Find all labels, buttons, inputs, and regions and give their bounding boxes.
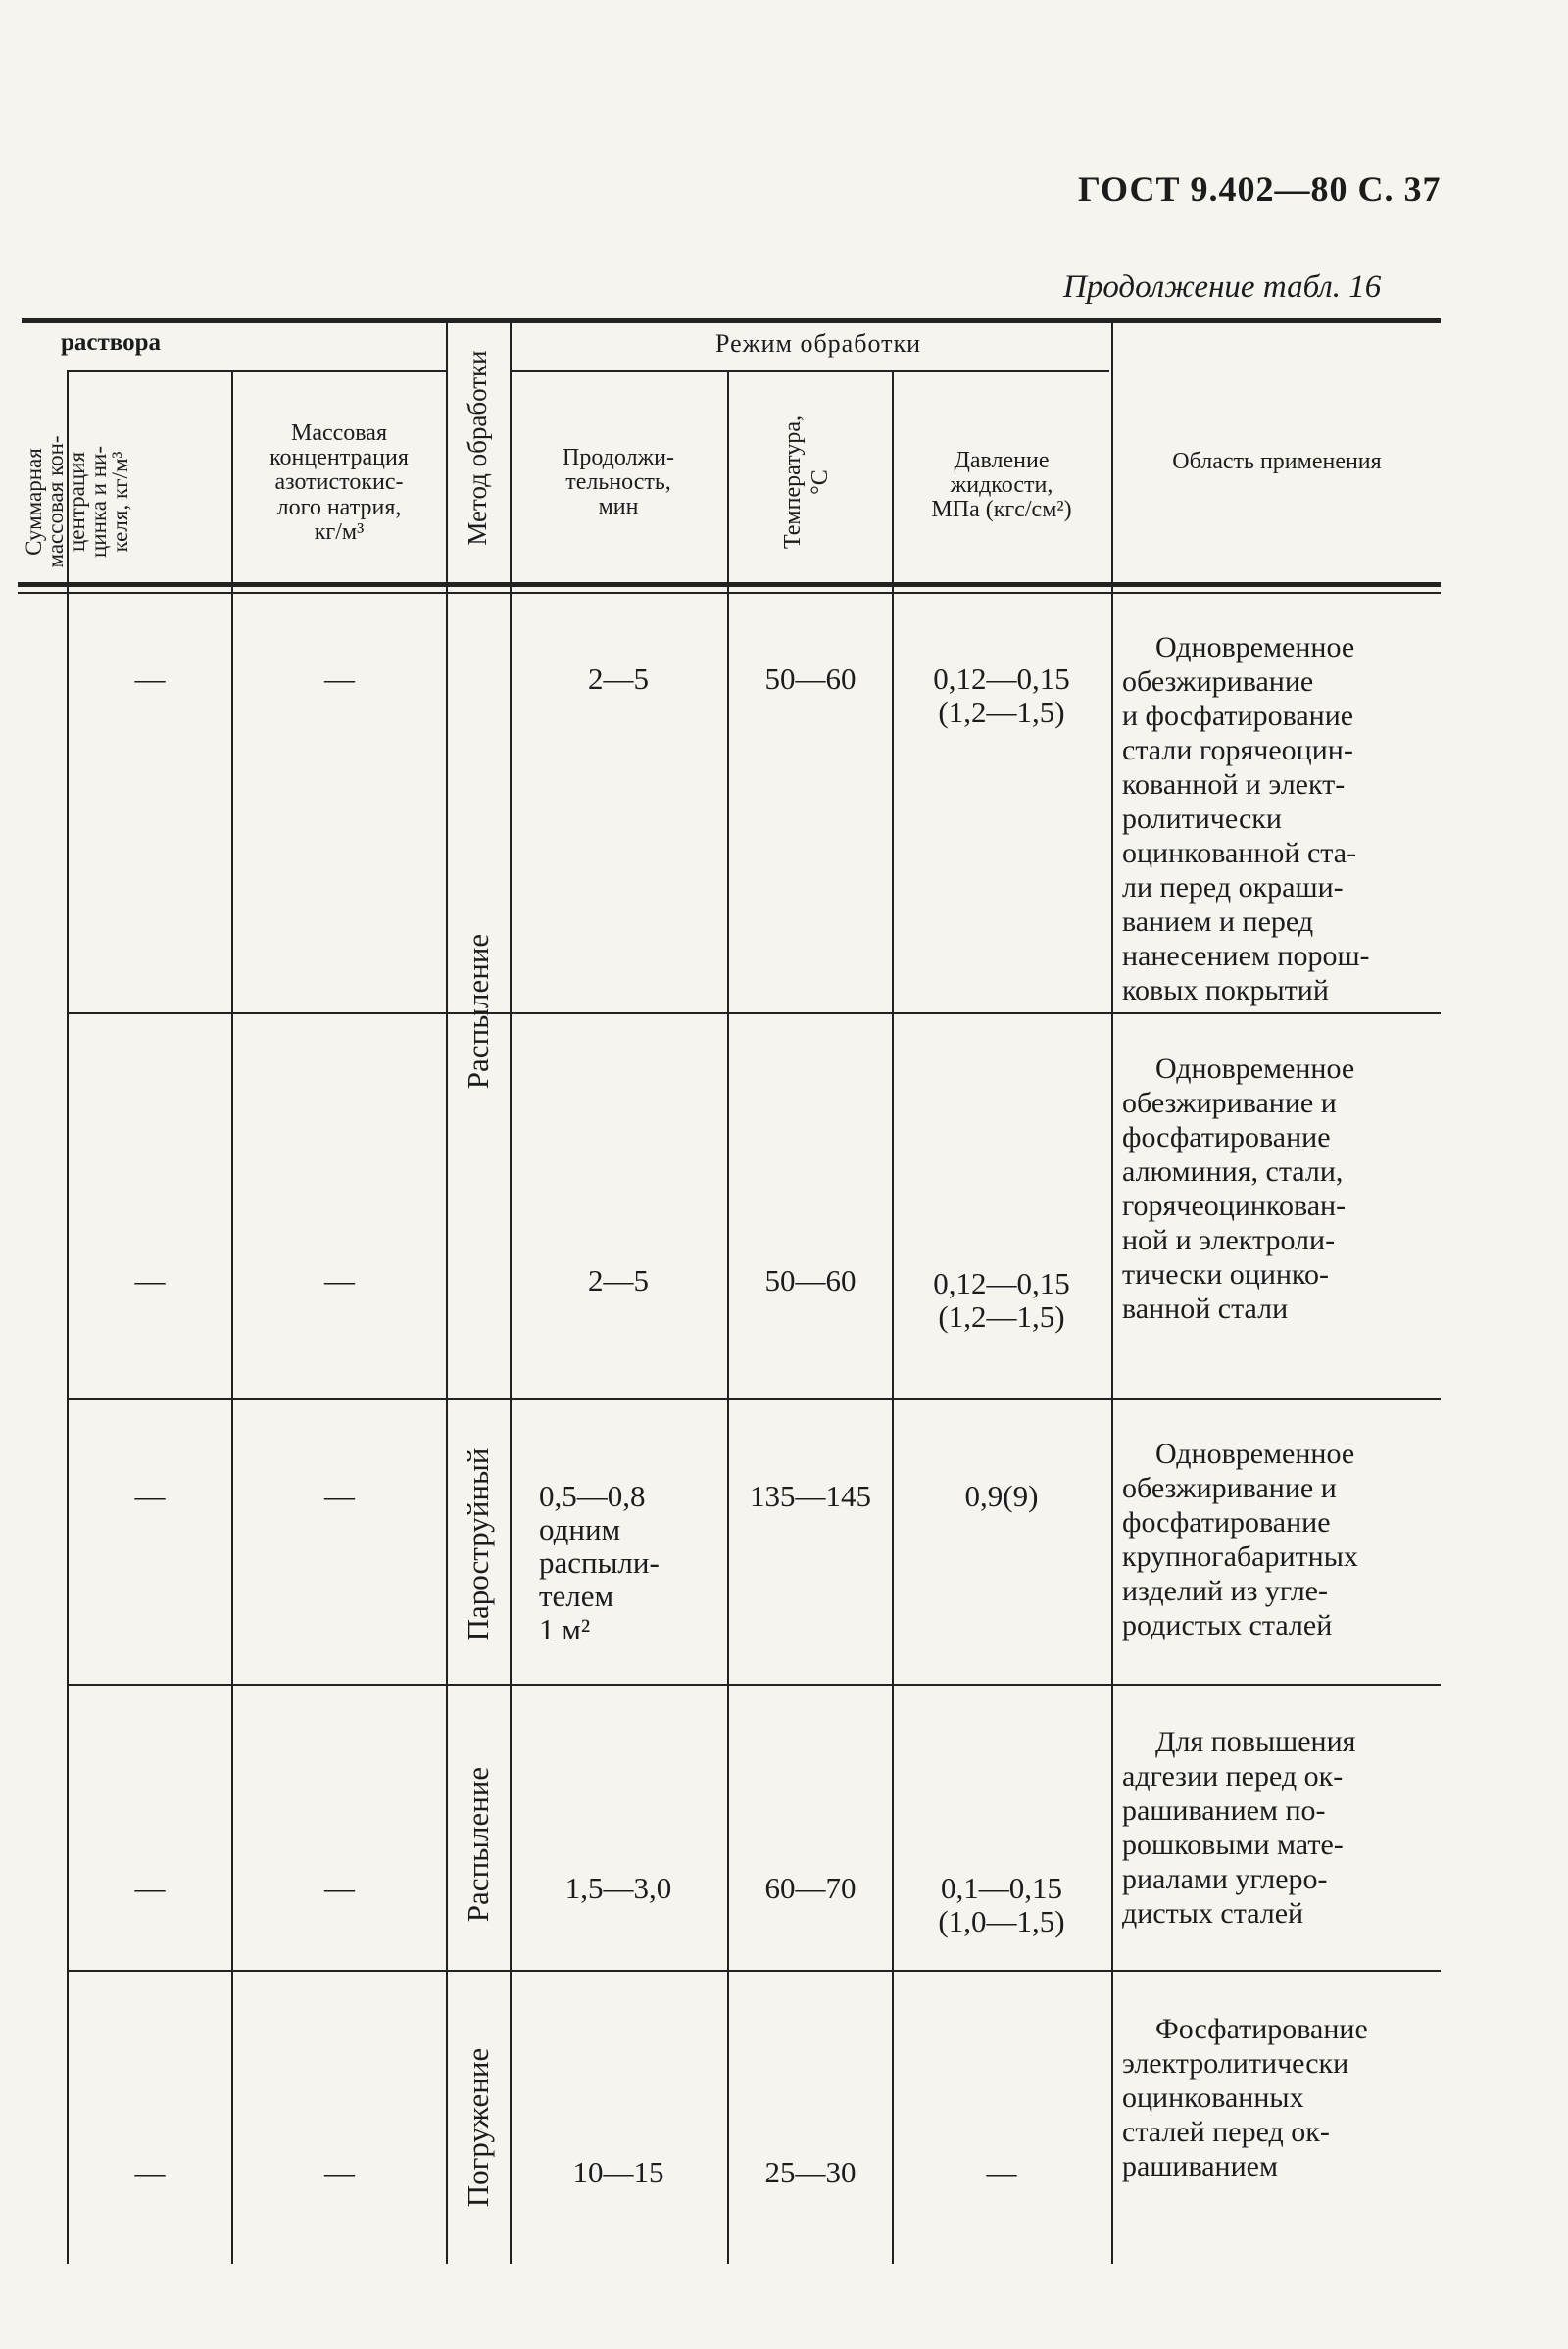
cell-pressure: 0,1—0,15 (1,0—1,5) bbox=[938, 1871, 1065, 1939]
cell-sodium-nitrite: — bbox=[324, 2155, 355, 2189]
table-top-rule bbox=[22, 318, 1441, 323]
cell-area: Одновременное обезжиривание и фосфатирование стали горячеоцин- кованной и элект- ролитически оцинкованной ста- ли перед окраши- ванием и перед нанесением порош- ковых покрытий bbox=[1122, 631, 1370, 1006]
cell-pressure: 0,9(9) bbox=[964, 1479, 1039, 1513]
cell-zinc-nickel: — bbox=[134, 2155, 166, 2189]
cell-pressure: — bbox=[986, 2155, 1017, 2189]
cell-area: Фосфатирование электролитически оцинкованных сталей перед ок- рашиванием bbox=[1122, 2013, 1368, 2182]
cell-zinc-nickel: — bbox=[134, 1479, 166, 1513]
cell-zinc-nickel: — bbox=[134, 1263, 166, 1297]
col-header-area: Область применения bbox=[1172, 449, 1382, 474]
col-line-5 bbox=[727, 372, 729, 2264]
cell-sodium-nitrite: — bbox=[324, 1871, 355, 1905]
col-line-2 bbox=[231, 370, 233, 2264]
cell-pressure: 0,12—0,15 (1,2—1,5) bbox=[933, 661, 1070, 730]
cell-temperature: 25—30 bbox=[764, 2155, 857, 2189]
col-header-pressure: Давление жидкости, МПа (кгс/см²) bbox=[931, 448, 1072, 523]
page-header-title: ГОСТ 9.402—80 С. 37 bbox=[1078, 170, 1442, 209]
cell-duration: 1,5—3,0 bbox=[564, 1871, 672, 1905]
row-separator-3 bbox=[67, 1684, 1441, 1686]
row-separator-2 bbox=[67, 1398, 1441, 1400]
cell-zinc-nickel: — bbox=[134, 1871, 166, 1905]
group-header-mode: Режим обработки bbox=[714, 329, 922, 358]
cell-area: Одновременное обезжиривание и фосфатирование крупногабаритных изделий из угле- родистых сталей bbox=[1122, 1438, 1358, 1641]
cell-temperature: 50—60 bbox=[764, 661, 857, 696]
col-header-temperature: Температура, °С bbox=[780, 416, 833, 549]
col-header-duration: Продолжи- тельность, мин bbox=[563, 445, 674, 520]
cell-pressure: 0,12—0,15 (1,2—1,5) bbox=[933, 1266, 1070, 1335]
cell-temperature: 60—70 bbox=[764, 1871, 857, 1905]
col-line-7 bbox=[1111, 323, 1113, 2264]
cell-duration: 0,5—0,8 одним распыли- телем 1 м² bbox=[539, 1479, 660, 1646]
cell-temperature: 50—60 bbox=[764, 1263, 857, 1297]
cell-area: Одновременное обезжиривание и фосфатирование алюминия, стали, горячеоцинкован- ной и электроли- тически оцинко- ванной стали bbox=[1122, 1052, 1355, 1325]
method-spray-1: Распыление bbox=[461, 933, 495, 1090]
cell-duration: 2—5 bbox=[588, 1263, 649, 1297]
col-line-3 bbox=[446, 323, 448, 2264]
cell-temperature: 135—145 bbox=[750, 1479, 871, 1513]
group-mode-underline bbox=[512, 370, 1109, 372]
cell-area: Для повышения адгезии перед ок- рашиванием по- рошковыми мате- риалами углеро- дистых сталей bbox=[1122, 1726, 1356, 1930]
cell-duration: 10—15 bbox=[572, 2155, 664, 2189]
method-spray-2: Распыление bbox=[461, 1766, 495, 1923]
col-header-sodium-nitrite: Массовая концентрация азотистокис- лого натрия, кг/м³ bbox=[270, 420, 409, 545]
method-steam-jet: Пароструйный bbox=[461, 1447, 495, 1641]
method-immersion: Погружение bbox=[461, 2047, 495, 2208]
table-continuation-caption: Продолжение табл. 16 bbox=[1063, 269, 1382, 305]
group-solution-underline bbox=[69, 370, 446, 372]
row-separator-1 bbox=[67, 1012, 1441, 1014]
cell-duration: 2—5 bbox=[588, 661, 649, 696]
col-line-1 bbox=[67, 370, 69, 2264]
row-separator-4 bbox=[67, 1970, 1441, 1972]
col-header-method: Метод обработки bbox=[463, 350, 492, 546]
cell-sodium-nitrite: — bbox=[324, 1263, 355, 1297]
col-header-zinc-nickel: Суммарная массовая кон- центрация цинка и ни- келя, кг/м³ bbox=[22, 435, 132, 568]
group-header-solution: раствора bbox=[61, 329, 162, 356]
cell-sodium-nitrite: — bbox=[324, 661, 355, 696]
cell-zinc-nickel: — bbox=[134, 661, 166, 696]
cell-sodium-nitrite: — bbox=[324, 1479, 355, 1513]
